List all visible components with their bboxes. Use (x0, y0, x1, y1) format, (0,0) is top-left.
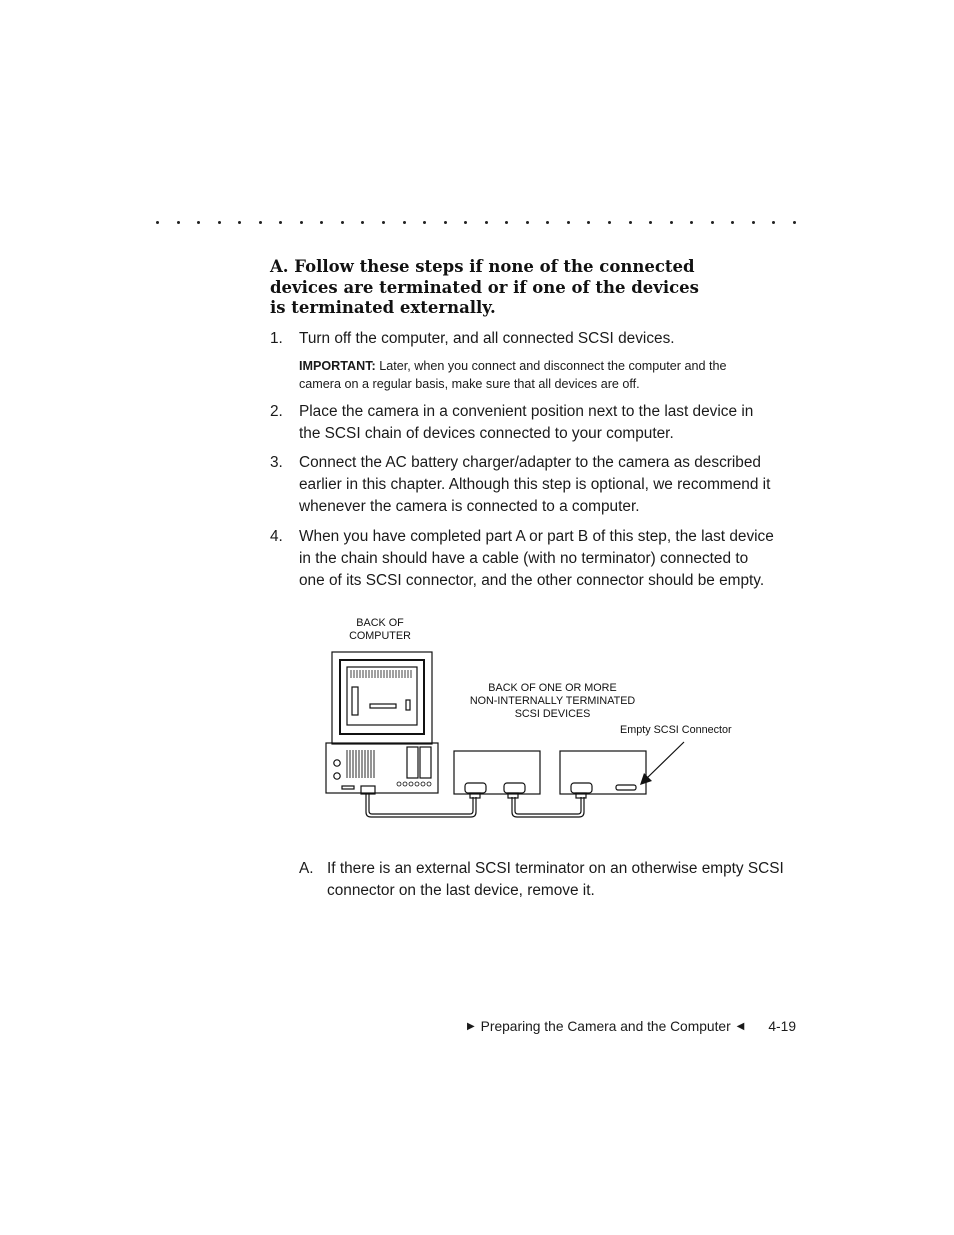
important-text: Later, when you connect and disconnect the computer and the (375, 359, 727, 373)
rule-dot (629, 221, 632, 224)
important-text: camera on a regular basis, make sure that all devices are off. (299, 377, 640, 391)
rule-dot (197, 221, 200, 224)
important-label: IMPORTANT: (299, 359, 376, 373)
empty-scsi-connector (616, 785, 636, 790)
rule-dot (649, 221, 652, 224)
empty-connector-label: Empty SCSI Connector (620, 724, 732, 736)
rule-dot (752, 221, 755, 224)
step-number: 4. (270, 528, 283, 545)
rule-dot (772, 221, 775, 224)
rule-dot (464, 221, 467, 224)
heading-line: devices are terminated or if one of the devices (270, 277, 699, 297)
rule-dot (423, 221, 426, 224)
rule-dot (711, 221, 714, 224)
rule-dot (587, 221, 590, 224)
devices-label: BACK OF ONE OR MORE NON-INTERNALLY TERMINATED SCSI DEVICES (469, 682, 636, 720)
rule-dot (690, 221, 693, 224)
substep-line: If there is an external SCSI terminator on an otherwise empty SCSI (327, 860, 784, 877)
rule-dot (361, 221, 364, 224)
rule-dot (731, 221, 734, 224)
step-line: in the chain should have a cable (with no terminator) connected to (299, 550, 749, 567)
rule-dot (670, 221, 673, 224)
device-1-port-a (465, 783, 486, 793)
rule-dot (608, 221, 611, 224)
rule-dot (320, 221, 323, 224)
page-number: 4-19 (768, 1019, 796, 1034)
rule-dot (403, 221, 406, 224)
footer-right-arrow-icon: ◀ (736, 1021, 745, 1032)
rule-dot (218, 221, 221, 224)
step-line: whenever the camera is connected to a computer. (299, 498, 640, 515)
scsi-device-1 (454, 751, 540, 794)
rule-dot (341, 221, 344, 224)
section-heading (270, 257, 790, 319)
heading-line: A. Follow these steps if none of the connected (270, 257, 695, 276)
rule-dot (259, 221, 262, 224)
arrow (646, 742, 684, 779)
rule-dot (156, 221, 159, 224)
rule-dot (505, 221, 508, 224)
rule-dot (177, 221, 180, 224)
page-footer (461, 1017, 796, 1037)
step-line: When you have completed part A or part B of this step, the last device (299, 528, 774, 545)
step-number: 1. (270, 330, 283, 347)
rule-dot (546, 221, 549, 224)
step-number: 2. (270, 403, 283, 420)
scsi-connection-diagram (320, 612, 760, 832)
rule-dot (567, 221, 570, 224)
rule-dot (793, 221, 796, 224)
rule-dot (526, 221, 529, 224)
step-line: Turn off the computer, and all connected SCSI devices. (299, 330, 675, 347)
dotted-rule (156, 200, 796, 224)
step-line: Place the camera in a convenient position next to the last device in (299, 403, 754, 420)
scsi-device-2 (560, 751, 646, 794)
step-number: 3. (270, 454, 283, 471)
diagram-drawing (320, 612, 760, 832)
rule-dot (382, 221, 385, 224)
rule-dot (279, 221, 282, 224)
rule-dot (300, 221, 303, 224)
substep-line: connector on the last device, remove it. (327, 882, 595, 899)
substep-number: A. (299, 860, 314, 877)
device-2-port (571, 783, 592, 793)
important-note (299, 357, 809, 393)
computer-label: BACK OF COMPUTER (349, 617, 411, 642)
chapter-title: Preparing the Camera and the Computer (480, 1019, 731, 1034)
heading-line: is terminated externally. (270, 298, 496, 317)
rule-dot (444, 221, 447, 224)
step-line: the SCSI chain of devices connected to your computer. (299, 425, 674, 442)
device-1-port-b (504, 783, 525, 793)
rule-dot (485, 221, 488, 224)
step-line: earlier in this chapter. Although this step is optional, we recommend it (299, 476, 771, 493)
rule-dot (238, 221, 241, 224)
step-line: Connect the AC battery charger/adapter to the camera as described (299, 454, 761, 471)
step-line: one of its SCSI connector, and the other connector should be empty. (299, 572, 765, 589)
footer-left-arrow-icon: ▶ (466, 1021, 475, 1032)
